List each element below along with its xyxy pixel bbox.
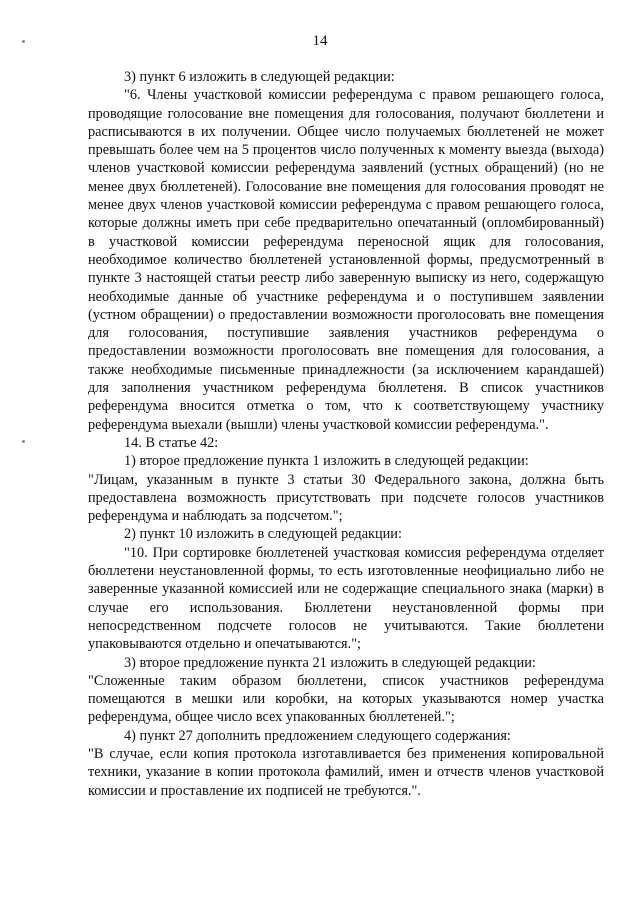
scan-mark <box>22 440 25 443</box>
paragraph-article-6-text: "6. Члены участковой комиссии референдума с правом решающего голоса, проводящие голосование вне помещения для голосования, получают бюллетени и расписываются в их получении. Общее число получаемых бюллетеней не может превышать более чем на 5 процентов число полученных к моменту выезда (выхода) членов участковой комиссии референдума заявлений (устных обращений) (но не менее двух бюллетеней). Голосование вне помещения для голосования проводят не менее двух членов участковой комиссии референдума с правом решающего голоса, которые должны иметь при себе предварительно опечатанный (опломбированный) в участковой комиссии референдума переносной ящик для голосования, необходимое количество бюллетеней установленной формы, предусмотренный в пункте 3 настоящей статьи реестр либо заверенную выписку из него, содержащую необходимые данные об участнике референдума и о поступившем заявлении (устном обращении) о предоставлении возможности проголосовать вне помещения для голосования, поступившие заявления участников референдума о предоставлении возможности проголосовать вне помещения для голосования, а также необходимые письменные принадлежности (за исключением карандашей) для заполнения участником референдума бюллетеня. В список участников референдума вносится отметка о том, что к соответствующему участнику референдума выехали (вышли) члены участковой комиссии референдума.". <box>88 87 604 433</box>
paragraph-amendment-1: 1) второе предложение пункта 1 изложить в следующей редакции: <box>124 453 529 470</box>
paragraph-amendment-4: 4) пункт 27 дополнить предложением следующего содержания: <box>124 727 511 744</box>
page-number: 14 <box>312 33 328 49</box>
paragraph-article-42-heading: 14. В статье 42: <box>124 434 219 451</box>
paragraph-amendment-1-text: "Лицам, указанным в пункте 3 статьи 30 Федерального закона, должна быть предоставлена возможность присутствовать при подсчете голосов участников референдума и наблюдать за подсчетом."; <box>88 471 604 525</box>
scan-mark <box>22 40 25 43</box>
paragraph-amendment-2: 2) пункт 10 изложить в следующей редакции: <box>124 526 402 543</box>
paragraph-item-3: 3) пункт 6 изложить в следующей редакции: <box>124 69 395 85</box>
paragraph-amendment-3: 3) второе предложение пункта 21 изложить в следующей редакции: <box>124 654 536 671</box>
document-body <box>88 68 604 800</box>
paragraph-amendment-4-text: "В случае, если копия протокола изготавливается без применения копировальной техники, указание в копии протокола фамилий, имен и отчеств членов участковой комиссии и проставление их подписей не требуются.". <box>88 745 604 799</box>
paragraph-amendment-2-text: "10. При сортировке бюллетеней участковая комиссия референдума отделяет бюллетени неустановленной формы, то есть изготовленные неофициально либо не заверенные указанной комиссией или не содержащие специального знака (марки) в случае его использования. Бюллетени неустановленной формы при непосредственном подсчете голосов не учитываются. Такие бюллетени упаковываются отдельно и опечатываются."; <box>88 544 604 653</box>
paragraph-amendment-3-text: "Сложенные таким образом бюллетени, список участников референдума помещаются в мешки или коробки, на которых указываются номер участка референдума, общее число всех упакованных бюллетеней."; <box>88 672 604 726</box>
